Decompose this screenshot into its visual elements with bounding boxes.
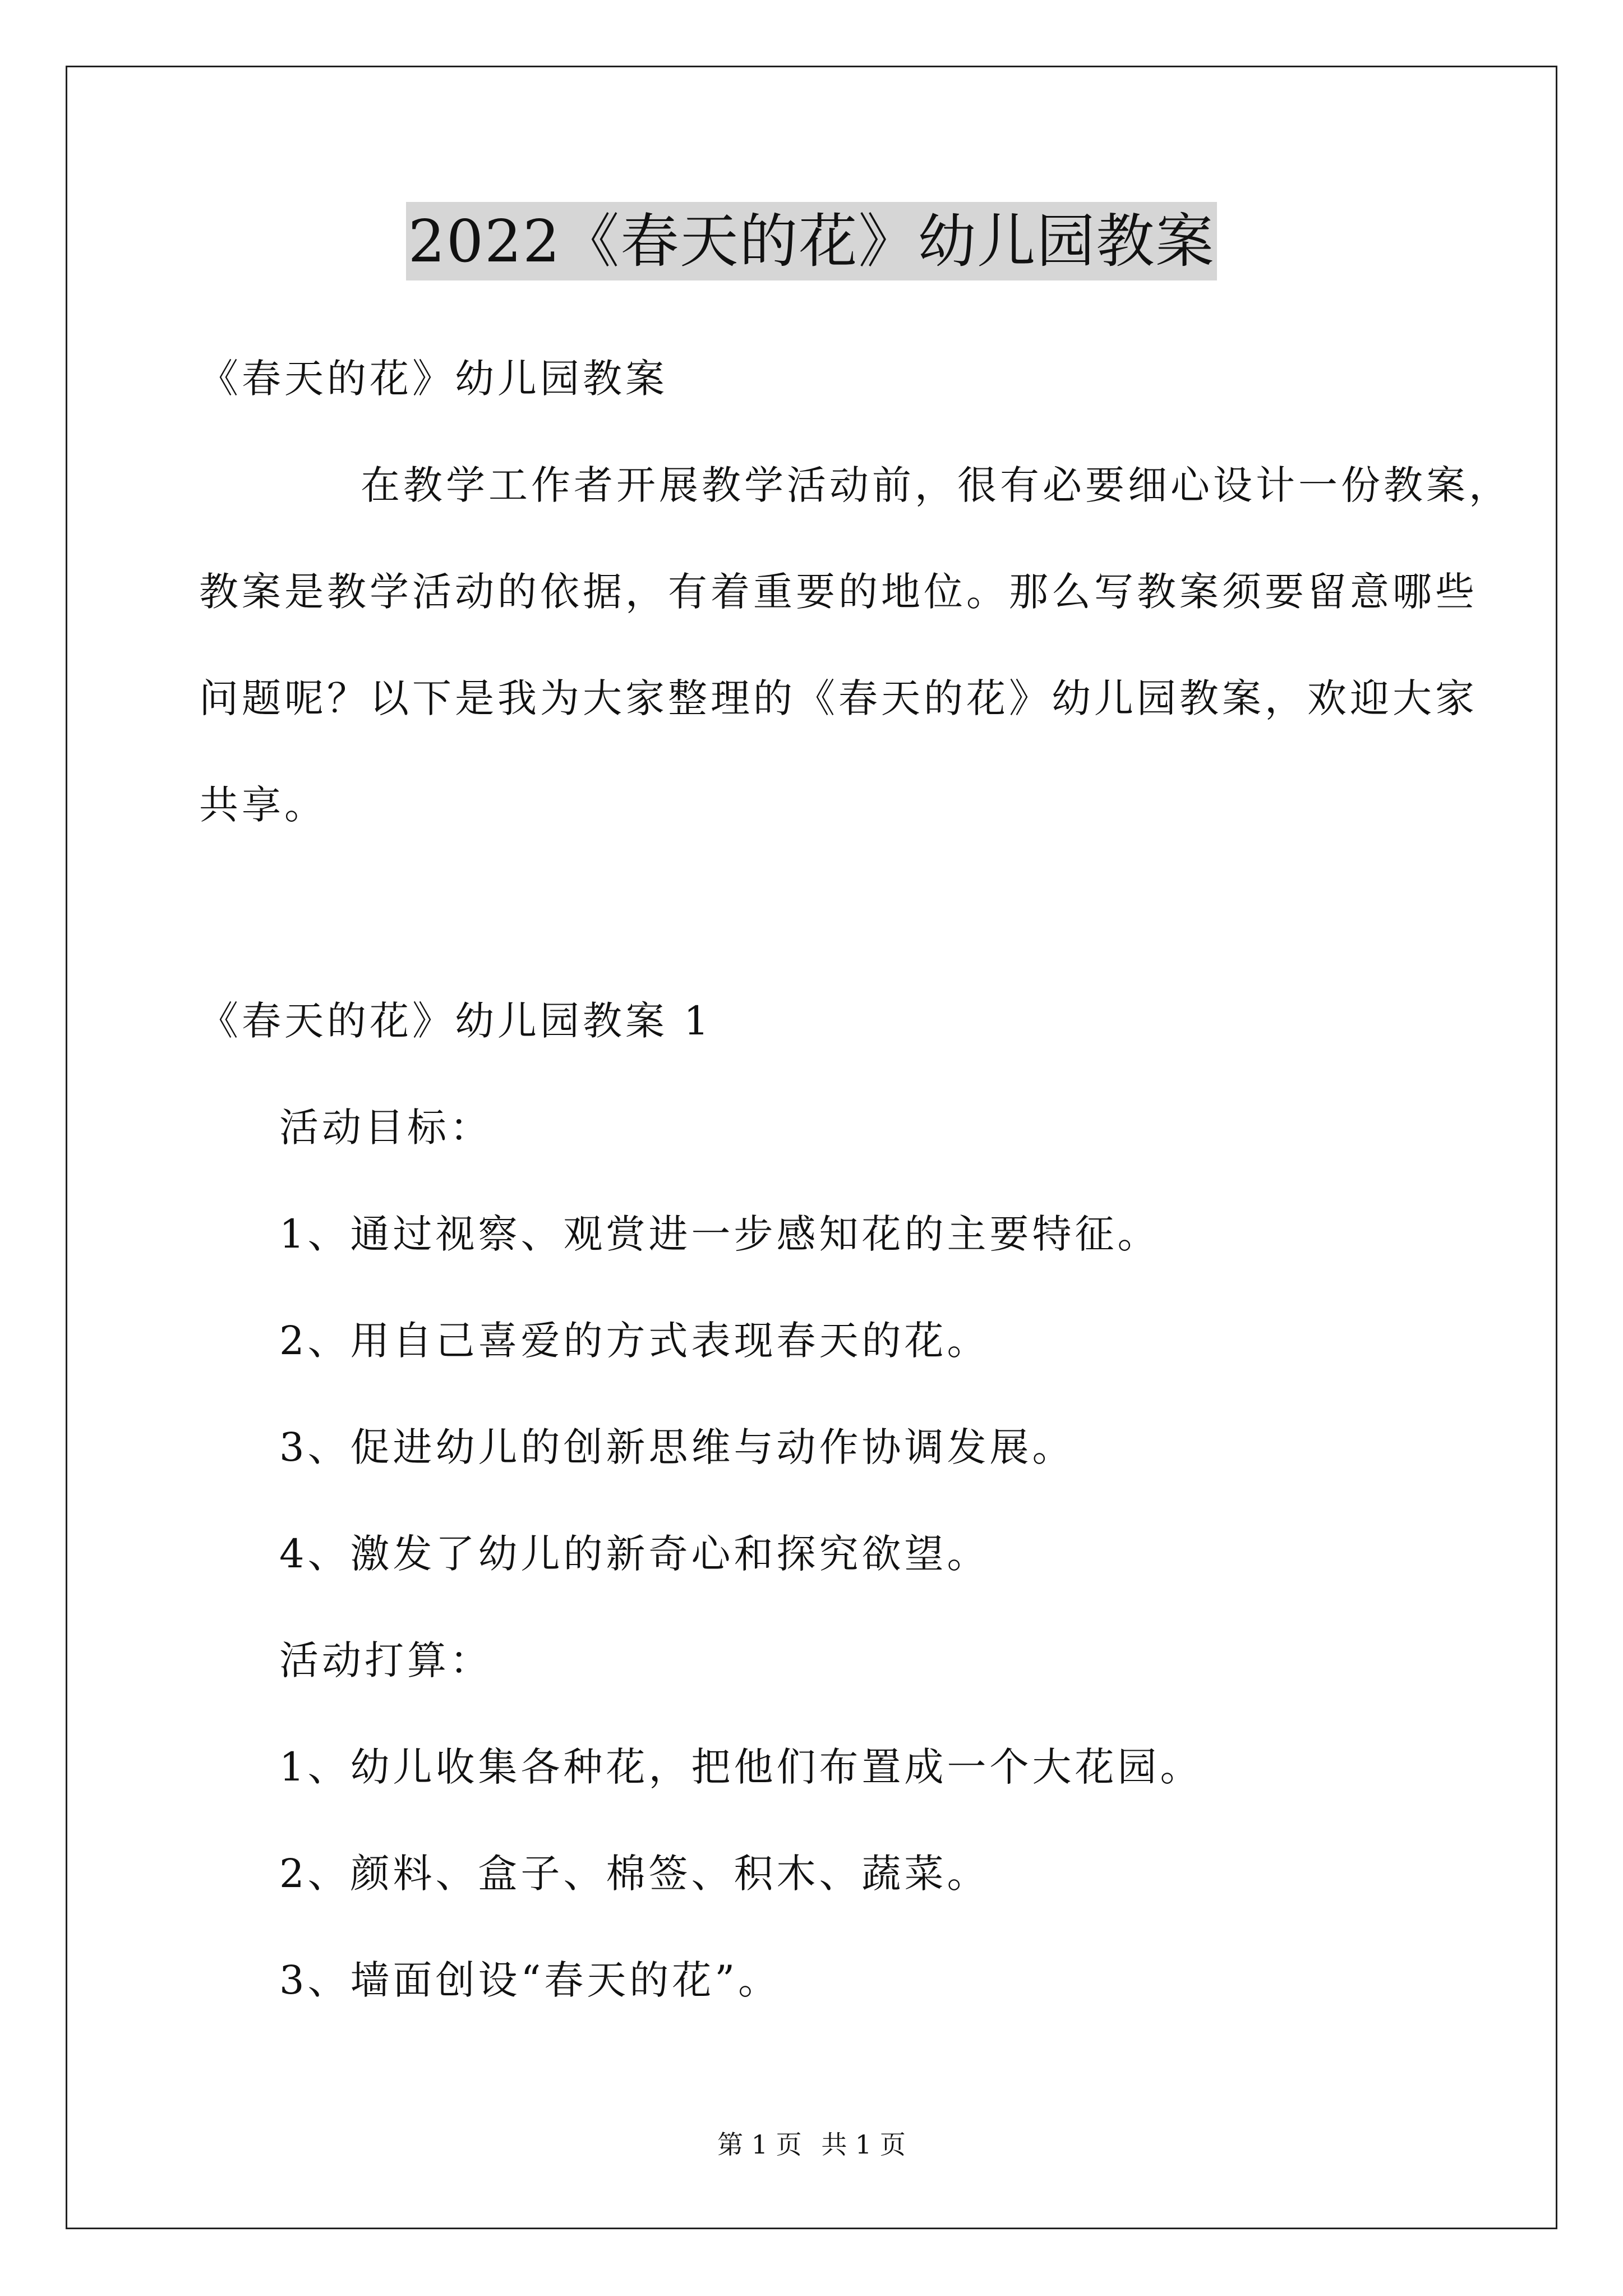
prep-item-2: 2、颜料、盒子、棉签、积木、蔬菜。: [279, 1851, 990, 1897]
document-title: 2022《春天的花》幼儿园教案: [406, 202, 1218, 280]
goal-item-1: 1、通过视察、观赏进一步感知花的主要特征。: [279, 1211, 1160, 1257]
prep-item-1: 1、幼儿收集各种花，把他们布置成一个大花园。: [279, 1744, 1203, 1790]
intro-line-4: 共享。: [199, 782, 327, 828]
goal-item-4: 4、激发了幼儿的新奇心和探究欲望。: [279, 1531, 990, 1577]
intro-line-1: 在教学工作者开展教学活动前，很有必要细心设计一份教案，: [361, 462, 1511, 508]
goal-item-2: 2、用自己喜爱的方式表现春天的花。: [279, 1318, 990, 1364]
prep-heading: 活动打算：: [279, 1637, 492, 1683]
goals-heading: 活动目标：: [279, 1105, 492, 1151]
page-total: 共 1 页: [821, 2129, 906, 2160]
intro-line-2: 教案是教学活动的依据，有着重要的地位。那么写教案须要留意哪些: [199, 569, 1478, 615]
title-container: [0, 202, 1623, 280]
section-heading: 《春天的花》幼儿园教案 1: [199, 998, 712, 1044]
goal-item-3: 3、促进幼儿的创新思维与动作协调发展。: [279, 1424, 1075, 1470]
page-number: 第 1 页: [717, 2129, 802, 2160]
document-subtitle: 《春天的花》幼儿园教案: [199, 356, 668, 402]
page-footer: [0, 2128, 1623, 2161]
intro-line-3: 问题呢？以下是我为大家整理的《春天的花》幼儿园教案，欢迎大家: [199, 675, 1478, 721]
prep-item-3: 3、墙面创设“春天的花”。: [279, 1957, 781, 2003]
